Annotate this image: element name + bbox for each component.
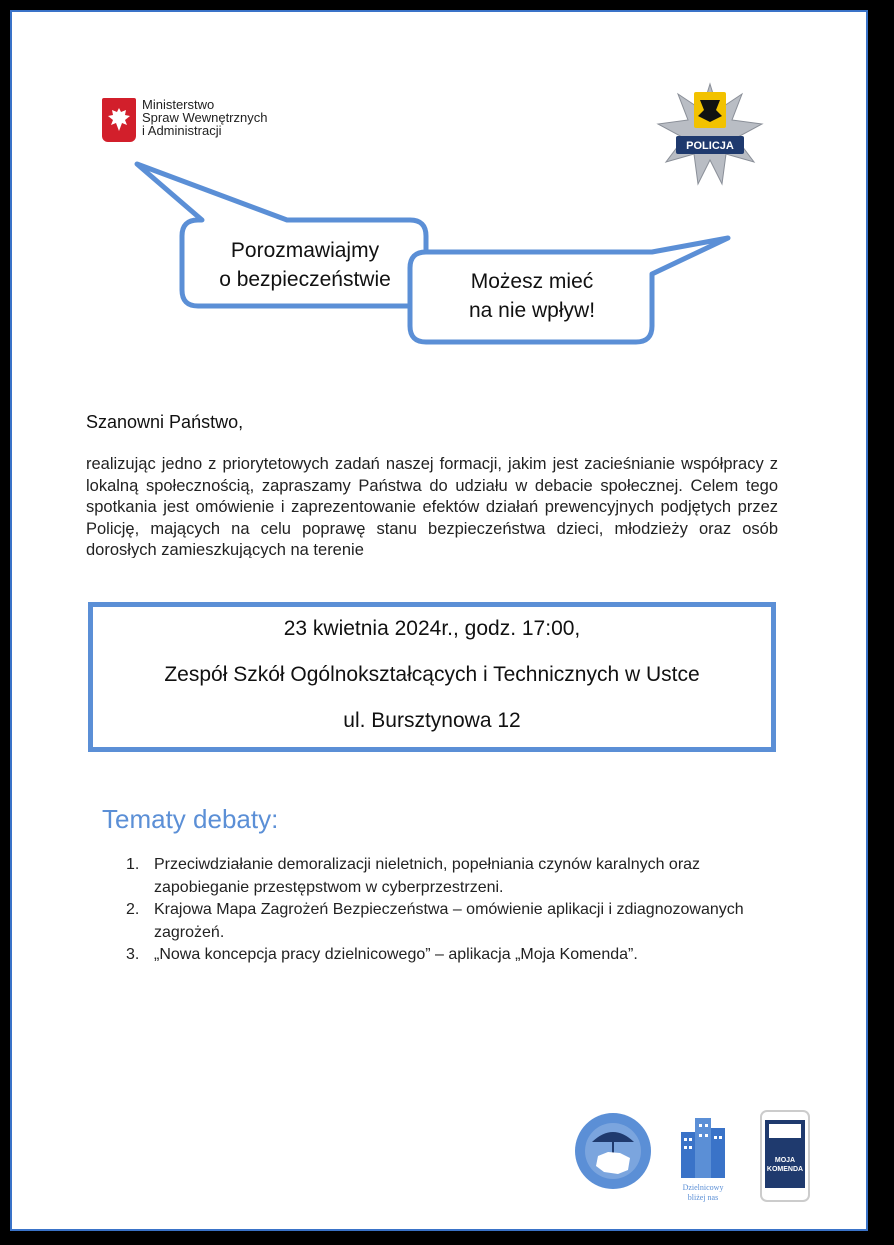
- document-page: [10, 10, 868, 1231]
- kmzb-map-logo-icon: [574, 1112, 652, 1190]
- dzielnicowy-line2: bliżej nas: [687, 1193, 719, 1202]
- speech-bubbles: [12, 12, 870, 412]
- ministry-line-1: Ministerstwo: [142, 97, 215, 112]
- dzielnicowy-line1: Dzielnicowy: [682, 1183, 724, 1192]
- topics-list: [126, 854, 766, 967]
- event-address: ul. Bursztynowa 12: [343, 709, 521, 732]
- list-number: 3.: [126, 946, 140, 963]
- list-text: Przeciwdziałanie demoralizacji nieletnich, popełniania czynów karalnych oraz zapobieganie przestępstwom w cyberprzestrzeni.: [154, 856, 701, 896]
- list-number: 1.: [126, 856, 140, 873]
- buildings-logo-icon: [677, 1110, 729, 1202]
- list-item: [126, 944, 766, 967]
- moja-komenda-line1: MOJA: [774, 1157, 796, 1164]
- event-info-box: [88, 602, 776, 752]
- bubble-right-text: [412, 267, 652, 337]
- moja-komenda-line2: KOMENDA: [766, 1166, 804, 1173]
- intro-paragraph: realizując jedno z priorytetowych zadań naszej formacji, jakim jest zacieśnianie współpracy z lokalną społecznością, zapraszamy Państwa do udziału w debacie społecznej. Celem tego spotkania jest omówienie i zaprezentowanie efektów działań prewencyjnych podjętych przez Policję, mających na celu poprawę stanu bezpieczeństwa dzieci, młodzieży oraz osób dorosłych zamieszkujących na terenie: [86, 455, 778, 558]
- list-item: [126, 899, 766, 944]
- list-item: [126, 854, 766, 899]
- police-label: POLICJA: [686, 140, 734, 152]
- bubble-right-line2: na nie wpływ!: [468, 299, 596, 322]
- topics-heading: Tematy debaty:: [102, 804, 279, 834]
- bubble-left-text: [182, 236, 428, 300]
- list-number: 2.: [126, 901, 140, 918]
- salutation: Szanowni Państwo,: [86, 412, 244, 432]
- bubble-left-line2: o bezpieczeństwie: [219, 268, 391, 291]
- list-text: Krajowa Mapa Zagrożeń Bezpieczeństwa – omówienie aplikacji i zdiagnozowanych zagrożeń.: [154, 901, 744, 941]
- event-venue: Zespół Szkół Ogólnokształcących i Technicznych w Ustce: [164, 663, 700, 686]
- bubble-right-line1: Możesz mieć: [470, 270, 594, 293]
- ministry-line-3: i Administracji: [142, 123, 222, 138]
- event-date: 23 kwietnia 2024r., godz. 17:00,: [283, 617, 581, 640]
- phone-app-logo-icon: [760, 1110, 810, 1202]
- ministry-line-2: Spraw Wewnętrznych: [142, 110, 268, 125]
- bubble-left-line1: Porozmawiajmy: [230, 239, 380, 262]
- list-text: „Nowa koncepcja pracy dzielnicowego” – aplikacja „Moja Komenda”.: [154, 946, 638, 963]
